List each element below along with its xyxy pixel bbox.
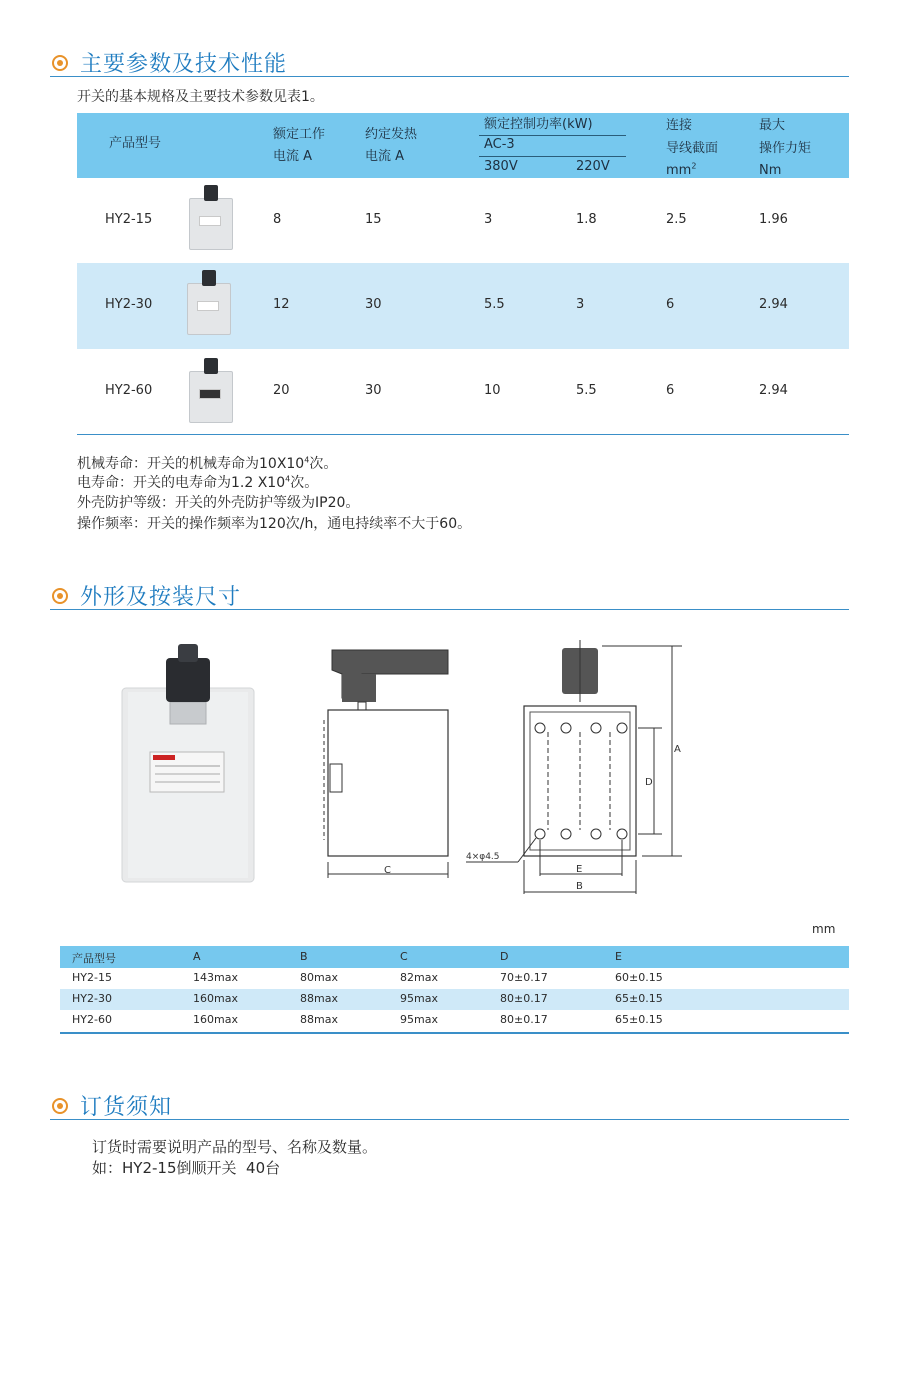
th-rated-current-1: 额定工作	[273, 127, 326, 142]
section-header-order	[50, 1090, 849, 1120]
dim-label-c: C	[384, 865, 391, 876]
wire-unit: mm	[666, 163, 692, 178]
cell-b: 80max	[300, 971, 338, 984]
dim-label-a: A	[674, 744, 681, 755]
cell-current: 8	[273, 212, 282, 227]
cell-d: 80±0.17	[500, 1013, 548, 1026]
note-electrical-life	[77, 472, 318, 492]
th-power: 额定控制功率(kW)	[484, 117, 593, 132]
cell-c: 95max	[400, 1013, 438, 1026]
th-c: C	[400, 950, 408, 963]
cell-d: 80±0.17	[500, 992, 548, 1005]
cell-model: HY2-15	[72, 971, 112, 984]
hole-note: 4×φ4.5	[466, 852, 500, 862]
cell-a: 160max	[193, 1013, 238, 1026]
cell-torque: 1.96	[759, 212, 788, 227]
table-row	[60, 1010, 849, 1031]
note-frequency: 操作频率：开关的操作频率为120次/h，通电持续率不大于60。	[77, 516, 472, 532]
cell-thermal: 30	[365, 383, 382, 398]
th-b: B	[300, 950, 308, 963]
th-a: A	[193, 950, 201, 963]
cell-p220: 3	[576, 297, 585, 312]
dim-label-e: E	[576, 864, 583, 875]
section-header-outline	[50, 580, 849, 610]
section-header-params	[50, 47, 849, 77]
cell-model: HY2-60	[72, 1013, 112, 1026]
cell-torque: 2.94	[759, 383, 788, 398]
product-image	[187, 355, 235, 425]
cell-p220: 1.8	[576, 212, 597, 227]
cell-p380: 5.5	[484, 297, 505, 312]
cell-thermal: 15	[365, 212, 382, 227]
note-sup: 4	[285, 474, 291, 484]
table-header	[60, 946, 849, 968]
product-image	[187, 182, 235, 252]
th-220v: 220V	[576, 159, 610, 174]
th-model: 产品型号	[109, 136, 162, 151]
cell-wire: 2.5	[666, 212, 687, 227]
th-torque-2: 操作力矩	[759, 141, 812, 156]
cell-p220: 5.5	[576, 383, 597, 398]
cell-c: 95max	[400, 992, 438, 1005]
note-text: 次。	[309, 456, 338, 472]
cell-current: 12	[273, 297, 290, 312]
table-row	[77, 349, 849, 435]
section-title: 主要参数及技术性能	[80, 52, 288, 77]
th-wire-1: 连接	[666, 118, 693, 133]
bullet-icon	[52, 1098, 68, 1114]
table-bottom-rule	[77, 434, 849, 435]
note-text: 电寿命：开关的电寿命为1.2 X10	[77, 475, 286, 491]
cell-wire: 6	[666, 297, 675, 312]
cell-wire: 6	[666, 383, 675, 398]
wire-unit-sup: 2	[691, 161, 697, 171]
cell-model: HY2-30	[105, 297, 153, 312]
cell-a: 143max	[193, 971, 238, 984]
table-bottom-rule	[60, 1032, 849, 1034]
product-image	[185, 267, 233, 337]
table-row	[77, 178, 849, 264]
table-row	[60, 989, 849, 1010]
cell-e: 65±0.15	[615, 992, 663, 1005]
order-line-1: 订货时需要说明产品的型号、名称及数量。	[92, 1138, 378, 1156]
table-row	[77, 263, 849, 349]
order-line-2: 如：HY2-15倒顺开关 40台	[92, 1159, 281, 1177]
th-model: 产品型号	[72, 952, 116, 965]
note-mechanical-life	[77, 453, 337, 473]
table-row	[60, 968, 849, 989]
bullet-icon	[52, 588, 68, 604]
side-view-drawing	[320, 640, 480, 885]
th-thermal-1: 约定发热	[365, 127, 418, 142]
cell-torque: 2.94	[759, 297, 788, 312]
th-rated-current-2: 电流 A	[273, 149, 313, 164]
th-e: E	[615, 950, 622, 963]
dim-label-b: B	[576, 881, 583, 892]
th-ac3: AC-3	[484, 137, 515, 152]
unit-label: mm	[812, 922, 836, 936]
th-torque-1: 最大	[759, 118, 786, 133]
cell-p380: 10	[484, 383, 501, 398]
cell-current: 20	[273, 383, 290, 398]
bullet-icon	[52, 55, 68, 71]
cell-c: 82max	[400, 971, 438, 984]
cell-thermal: 30	[365, 297, 382, 312]
section-title: 外形及按装尺寸	[80, 585, 242, 610]
cell-p380: 3	[484, 212, 493, 227]
cell-d: 70±0.17	[500, 971, 548, 984]
th-torque-3: Nm	[759, 163, 782, 178]
note-text: 机械寿命：开关的机械寿命为10X10	[77, 456, 305, 472]
intro-text: 开关的基本规格及主要技术参数见表1。	[77, 89, 324, 105]
cell-model: HY2-30	[72, 992, 112, 1005]
front-view-drawing	[462, 640, 692, 900]
cell-model: HY2-60	[105, 383, 153, 398]
product-photo	[120, 640, 260, 885]
note-text: 次。	[290, 475, 319, 491]
th-380v: 380V	[484, 159, 518, 174]
note-sup: 4	[304, 455, 310, 465]
cell-e: 60±0.15	[615, 971, 663, 984]
dim-label-d: D	[645, 777, 653, 788]
note-ip: 外壳防护等级：开关的外壳防护等级为IP20。	[77, 495, 360, 511]
th-wire-2: 导线截面	[666, 141, 719, 156]
th-d: D	[500, 950, 509, 963]
cell-a: 160max	[193, 992, 238, 1005]
th-thermal-2: 电流 A	[365, 149, 405, 164]
cell-b: 88max	[300, 992, 338, 1005]
cell-model: HY2-15	[105, 212, 153, 227]
table-header	[77, 113, 849, 178]
cell-e: 65±0.15	[615, 1013, 663, 1026]
cell-b: 88max	[300, 1013, 338, 1026]
section-title: 订货须知	[80, 1095, 173, 1120]
